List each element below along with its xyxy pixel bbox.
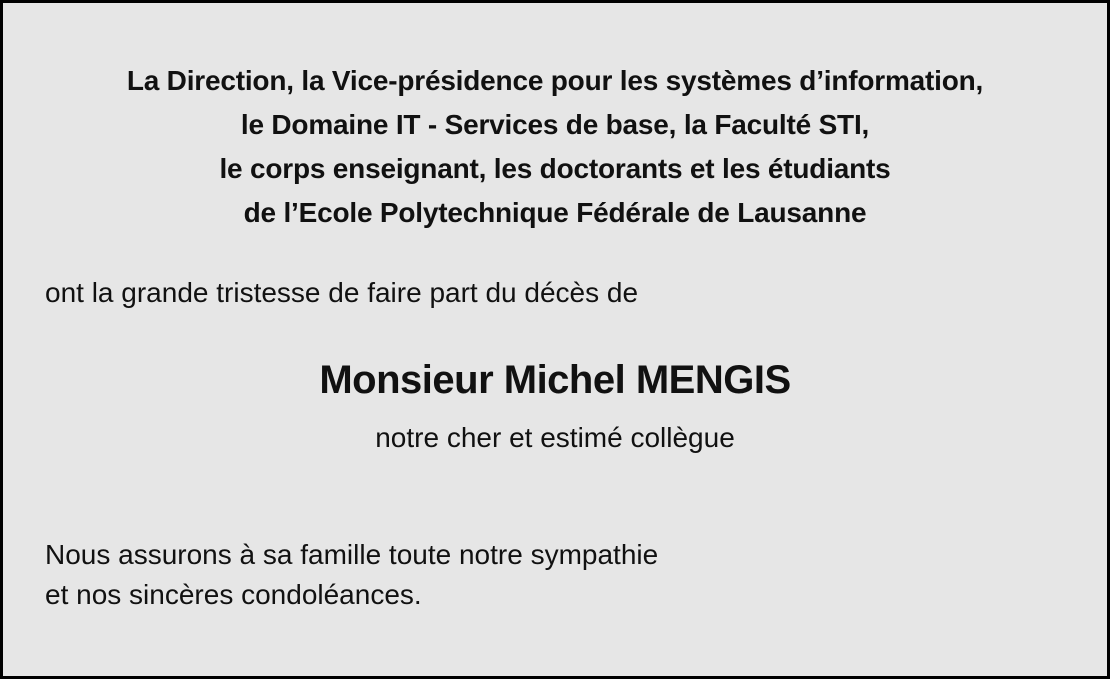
condolences-text bbox=[45, 535, 658, 615]
deceased-name: Monsieur Michel MENGIS bbox=[319, 358, 791, 402]
announcement-text: ont la grande tristesse de faire part du décès de bbox=[45, 277, 639, 308]
condolences-line: Nous assurons à sa famille toute notre sympathie bbox=[45, 539, 659, 570]
condolences-line: et nos sincères condoléances. bbox=[45, 579, 422, 610]
deceased-name-block bbox=[3, 353, 1107, 407]
heading-line: le Domaine IT - Services de base, la Faculté STI, bbox=[240, 109, 870, 140]
notice-heading bbox=[3, 59, 1107, 235]
deceased-role: notre cher et estimé collègue bbox=[375, 422, 735, 453]
deceased-role-block bbox=[3, 418, 1107, 458]
heading-line: La Direction, la Vice-présidence pour les systèmes d’information, bbox=[126, 65, 984, 96]
heading-line: de l’Ecole Polytechnique Fédérale de Lausanne bbox=[243, 197, 867, 228]
heading-line: le corps enseignant, les doctorants et les étudiants bbox=[219, 153, 891, 184]
